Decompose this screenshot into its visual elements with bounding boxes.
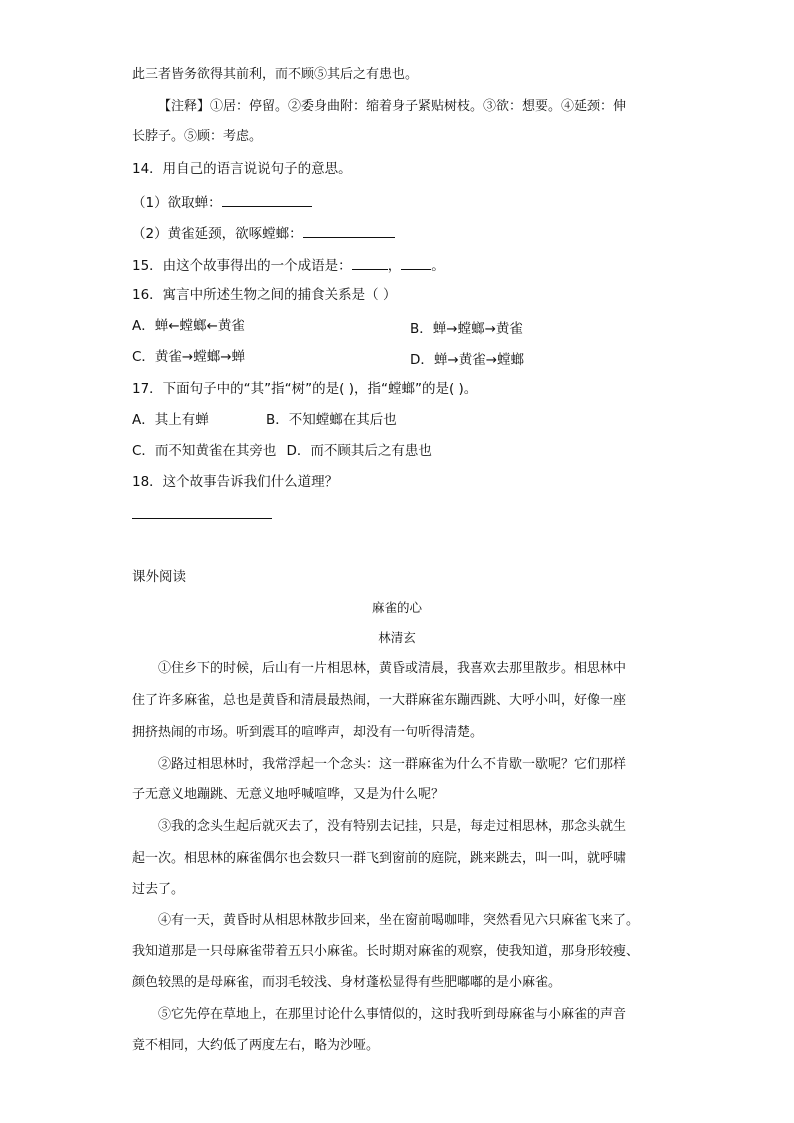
section-title: 课外阅读 bbox=[132, 569, 186, 585]
question-18-stem: 18．这个故事告诉我们什么道理？ bbox=[132, 474, 339, 490]
article-title: 麻雀的心 bbox=[371, 600, 422, 615]
paragraph-3-line: ③我的念头生起后就灭去了，没有特别去记挂，只是，每走过相思林，那念头就生 bbox=[158, 819, 627, 834]
paragraph-1-line: 拥挤热闹的市场。听到震耳的喧哗声，却没有一句听得清楚。 bbox=[132, 725, 484, 740]
paragraph-5-line: 竟不相同，大约低了两度左右，略为沙哑。 bbox=[132, 1038, 380, 1053]
answer-blank[interactable] bbox=[352, 255, 388, 270]
question-14-sub-2 bbox=[132, 223, 395, 243]
question-16-stem: 16．寓言中所述生物之间的捕食关系是（ ） bbox=[132, 287, 397, 303]
question-14-sub-1 bbox=[132, 192, 312, 212]
answer-blank[interactable] bbox=[303, 223, 395, 238]
question-14-sub-1-label: （1）欲取蝉： bbox=[132, 195, 222, 211]
question-15-separator: ， bbox=[387, 258, 402, 274]
notes-line-2: 长脖子。⑤顾：考虑。 bbox=[132, 129, 263, 144]
question-15-suffix: 。 bbox=[431, 258, 445, 274]
answer-blank[interactable] bbox=[401, 255, 431, 270]
question-16-option-a[interactable]: A．蝉←螳螂←黄雀 bbox=[132, 318, 245, 334]
question-17-option-b[interactable]: B．不知螳螂在其后也 bbox=[266, 412, 397, 428]
paragraph-4-line: 我知道那是一只母麻雀带着五只小麻雀。长时期对麻雀的观察，使我知道，那身形较瘦、 bbox=[132, 944, 640, 959]
paragraph-3-line: 起一次。相思林的麻雀偶尔也会数只一群飞到窗前的庭院，跳来跳去，叫一叫，就呼啸 bbox=[132, 851, 627, 866]
paragraph-4-line: ④有一天，黄昏时从相思林散步回来，坐在窗前喝咖啡，突然看见六只麻雀飞来了。 bbox=[158, 913, 640, 928]
question-16-option-d[interactable]: D．蝉→黄雀→螳螂 bbox=[410, 352, 525, 368]
answer-blank[interactable] bbox=[222, 192, 312, 207]
question-14-sub-2-label: （2）黄雀延颈，欲啄螳螂： bbox=[132, 226, 303, 242]
question-17-options-row-2 bbox=[132, 442, 432, 460]
article-author: 林清玄 bbox=[378, 630, 416, 645]
paragraph-2-line: 子无意义地蹦跳、无意义地呼喊喧哗，又是为什么呢？ bbox=[132, 787, 445, 802]
question-17-stem: 17．下面句子中的“其”指“树”的是( )，指“螳螂”的是( )。 bbox=[132, 381, 478, 397]
question-15-prefix: 15．由这个故事得出的一个成语是： bbox=[132, 258, 352, 274]
question-16-option-c[interactable]: C．黄雀→螳螂→蝉 bbox=[132, 349, 246, 365]
passage-tail: 此三者皆务欲得其前利，而不顾⑤其后之有患也。 bbox=[132, 67, 419, 82]
question-14-stem: 14．用自己的语言说说句子的意思。 bbox=[132, 161, 352, 177]
paragraph-2-line: ②路过相思林时，我常浮起一个念头：这一群麻雀为什么不肯歇一歇呢？它们那样 bbox=[158, 757, 627, 772]
question-17-option-a[interactable]: A．其上有蝉 bbox=[132, 412, 209, 428]
notes-line-1: 【注释】①居：停留。②委身曲附：缩着身子紧贴树枝。③欲：想要。④延颈：伸 bbox=[158, 99, 627, 114]
paragraph-4-line: 颜色较黑的是母麻雀，而羽毛较浅、身材蓬松显得有些肥嘟嘟的是小麻雀。 bbox=[132, 975, 562, 990]
question-15 bbox=[132, 255, 445, 275]
answer-blank[interactable] bbox=[132, 518, 272, 519]
question-17-option-d[interactable]: D．而不顾其后之有患也 bbox=[286, 443, 432, 459]
paragraph-3-line: 过去了。 bbox=[132, 882, 185, 897]
question-17-option-c[interactable]: C．而不知黄雀在其旁也 bbox=[132, 443, 277, 459]
question-16-option-b[interactable]: B．蝉→螳螂→黄雀 bbox=[410, 321, 523, 337]
question-17-options-row-1 bbox=[132, 411, 397, 429]
paragraph-1-line: 住了许多麻雀，总也是黄昏和清晨最热闹，一大群麻雀东蹦西跳、大呼小叫，好像一座 bbox=[132, 693, 627, 708]
paragraph-5-line: ⑤它先停在草地上，在那里讨论什么事情似的，这时我听到母麻雀与小麻雀的声音 bbox=[158, 1007, 627, 1022]
paragraph-1-line: ①住乡下的时候，后山有一片相思林，黄昏或清晨，我喜欢去那里散步。相思林中 bbox=[158, 661, 627, 676]
